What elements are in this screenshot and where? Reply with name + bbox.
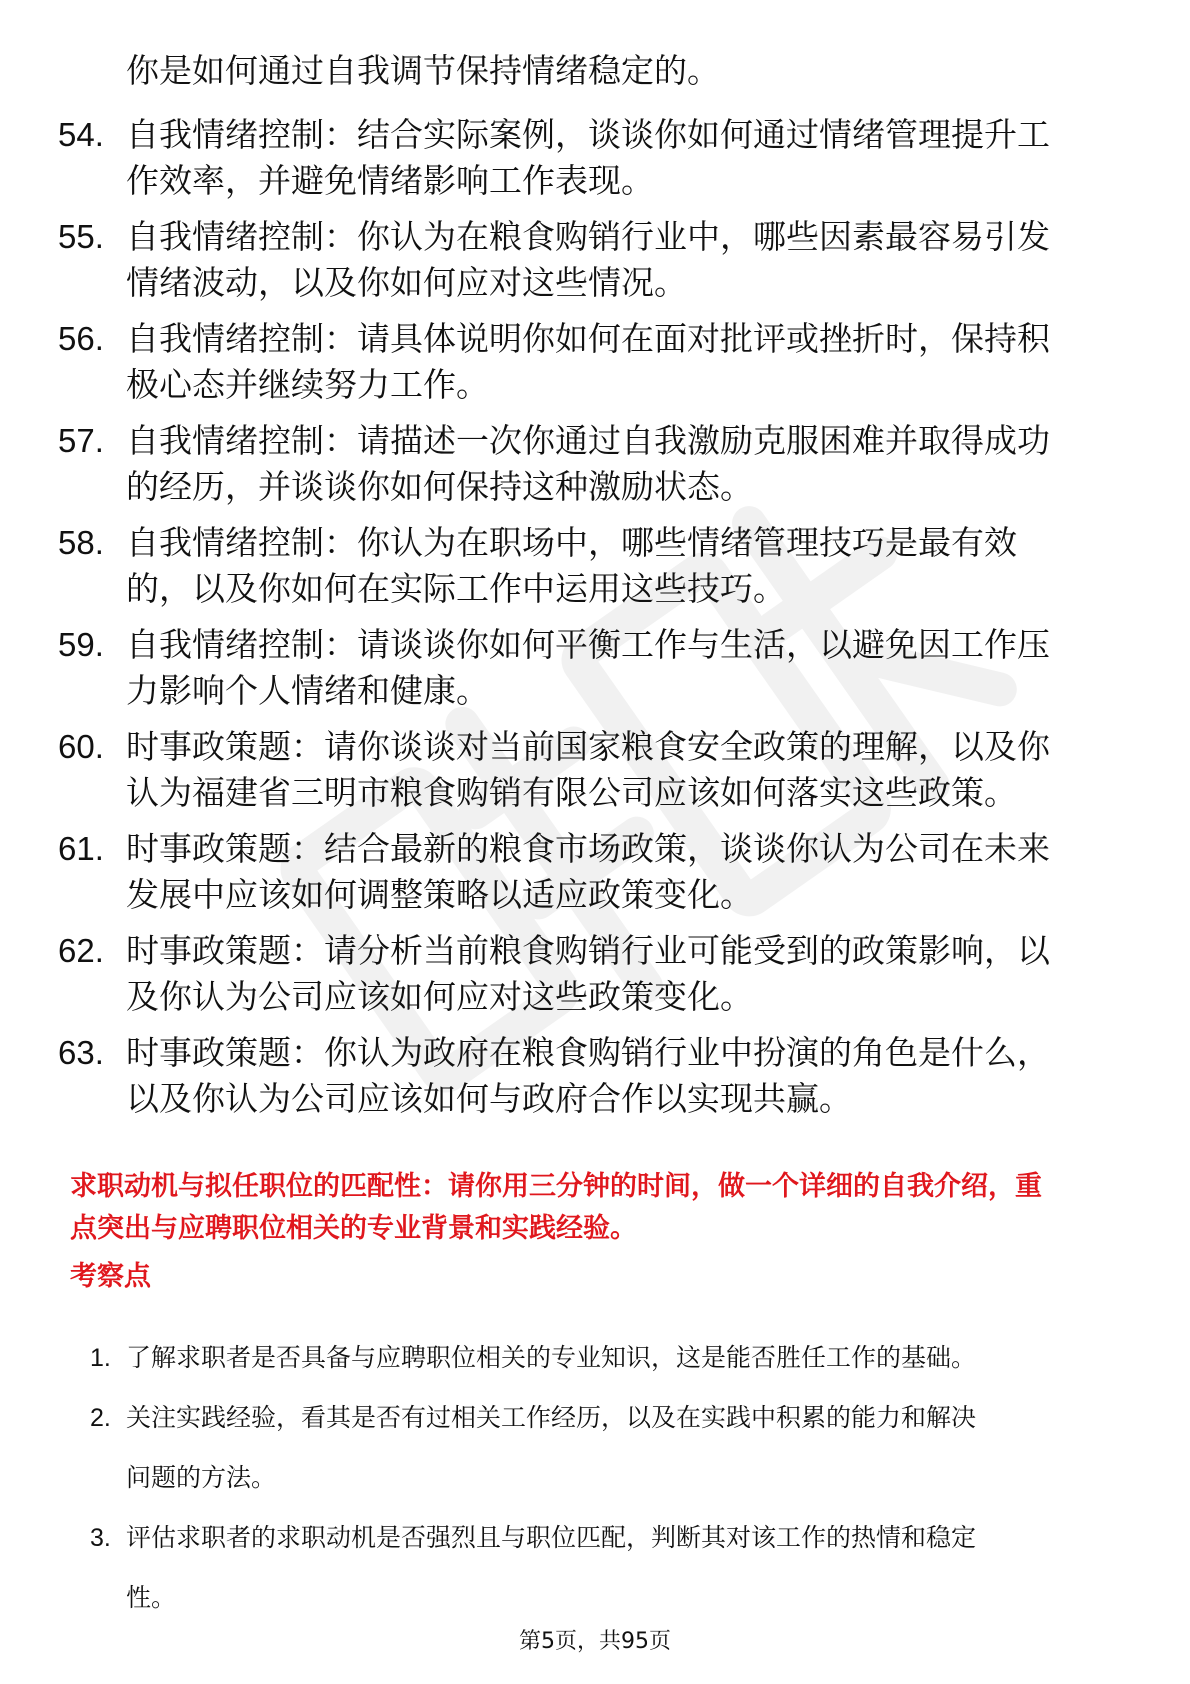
list-item (0, 826, 1190, 928)
text-line: 自我情绪控制：你认为在粮食购销行业中，哪些因素最容易引发 (126, 217, 1050, 256)
item-number: 61. (58, 830, 104, 867)
item-number: 60. (58, 728, 104, 765)
list-item (0, 1030, 1190, 1132)
text-line: 自我情绪控制：请谈谈你如何平衡工作与生活，以避免因工作压 (126, 625, 1050, 664)
question-text (126, 724, 1126, 816)
text-line: 力影响个人情绪和健康。 (126, 671, 489, 710)
list-item (0, 418, 1190, 520)
list-item (0, 622, 1190, 724)
item-number: 56. (58, 320, 104, 357)
item-number: 57. (58, 422, 104, 459)
text-line: 了解求职者是否具备与应聘职位相关的专业知识，这是能否胜任工作的基础。 (126, 1343, 977, 1372)
question-text (126, 316, 1126, 408)
text-line: 性。 (126, 1583, 177, 1612)
text-line: 的经历，并谈谈你如何保持这种激励状态。 (126, 467, 753, 506)
text-line: 时事政策题：请分析当前粮食购销行业可能受到的政策影响，以 (126, 931, 1050, 970)
text-line: 时事政策题：结合最新的粮食市场政策，谈谈你认为公司在未来 (126, 829, 1050, 868)
item-number: 2. (90, 1404, 111, 1432)
text-line: 自我情绪控制：请具体说明你如何在面对批评或挫折时，保持积 (126, 319, 1050, 358)
point-text (126, 1508, 1126, 1628)
question-text (126, 112, 1126, 204)
assessment-points-list (0, 1328, 1190, 1628)
text-line: 时事政策题：你认为政府在粮食购销行业中扮演的角色是什么， (126, 1033, 1050, 1072)
text-line: 自我情绪控制：结合实际案例，谈谈你如何通过情绪管理提升工 (126, 115, 1050, 154)
item-number: 3. (90, 1524, 111, 1552)
point-text (126, 1388, 1126, 1508)
list-item (0, 724, 1190, 826)
item-number: 63. (58, 1034, 104, 1071)
continuation-text: 你是如何通过自我调节保持情绪稳定的。 (126, 51, 720, 90)
text-line: 发展中应该如何调整策略以适应政策变化。 (126, 875, 753, 914)
text-line: 自我情绪控制：你认为在职场中，哪些情绪管理技巧是最有效 (126, 523, 1017, 562)
text-line: 以及你认为公司应该如何与政府合作以实现共赢。 (126, 1079, 852, 1118)
question-text (126, 214, 1126, 306)
text-line: 时事政策题：请你谈谈对当前国家粮食安全政策的理解，以及你 (126, 727, 1050, 766)
list-item (0, 1508, 1190, 1628)
text-line: 极心态并继续努力工作。 (126, 365, 489, 404)
text-line: 点突出与应聘职位相关的专业背景和实践经验。 (70, 1213, 637, 1244)
text-line: 认为福建省三明市粮食购销有限公司应该如何落实这些政策。 (126, 773, 1017, 812)
question-text (126, 520, 1126, 612)
text-line: 求职动机与拟任职位的匹配性：请你用三分钟的时间，做一个详细的自我介绍，重 (70, 1171, 1042, 1202)
list-item (0, 1328, 1190, 1388)
list-item (0, 1388, 1190, 1508)
item-number: 1. (90, 1344, 111, 1372)
text-line: 评估求职者的求职动机是否强烈且与职位匹配，判断其对该工作的热情和稳定 (126, 1523, 977, 1552)
list-item (0, 316, 1190, 418)
text-line: 作效率，并避免情绪影响工作表现。 (126, 161, 654, 200)
item-number: 59. (58, 626, 104, 663)
list-item (0, 520, 1190, 622)
text-line: 问题的方法。 (126, 1463, 277, 1492)
list-item (0, 928, 1190, 1030)
item-number: 54. (58, 116, 104, 153)
text-line: 关注实践经验，看其是否有过相关工作经历，以及在实践中积累的能力和解决 (126, 1403, 977, 1432)
question-text (126, 622, 1126, 714)
page-footer: 第5页，共95页 (519, 1629, 671, 1654)
item-number: 55. (58, 218, 104, 255)
text-line: 自我情绪控制：请描述一次你通过自我激励克服困难并取得成功 (126, 421, 1050, 460)
question-text (126, 418, 1126, 510)
headline-question (70, 1166, 1130, 1250)
item-number: 58. (58, 524, 104, 561)
list-item (0, 112, 1190, 214)
item-number: 62. (58, 932, 104, 969)
question-text (126, 1030, 1126, 1122)
text-line: 情绪波动，以及你如何应对这些情况。 (126, 263, 687, 302)
question-list (0, 112, 1190, 1132)
text-line: 及你认为公司应该如何应对这些政策变化。 (126, 977, 753, 1016)
section-title: 考察点 (70, 1261, 151, 1292)
list-item (0, 214, 1190, 316)
question-text (126, 826, 1126, 918)
point-text (126, 1328, 1126, 1388)
question-text (126, 928, 1126, 1020)
text-line: 的，以及你如何在实际工作中运用这些技巧。 (126, 569, 786, 608)
